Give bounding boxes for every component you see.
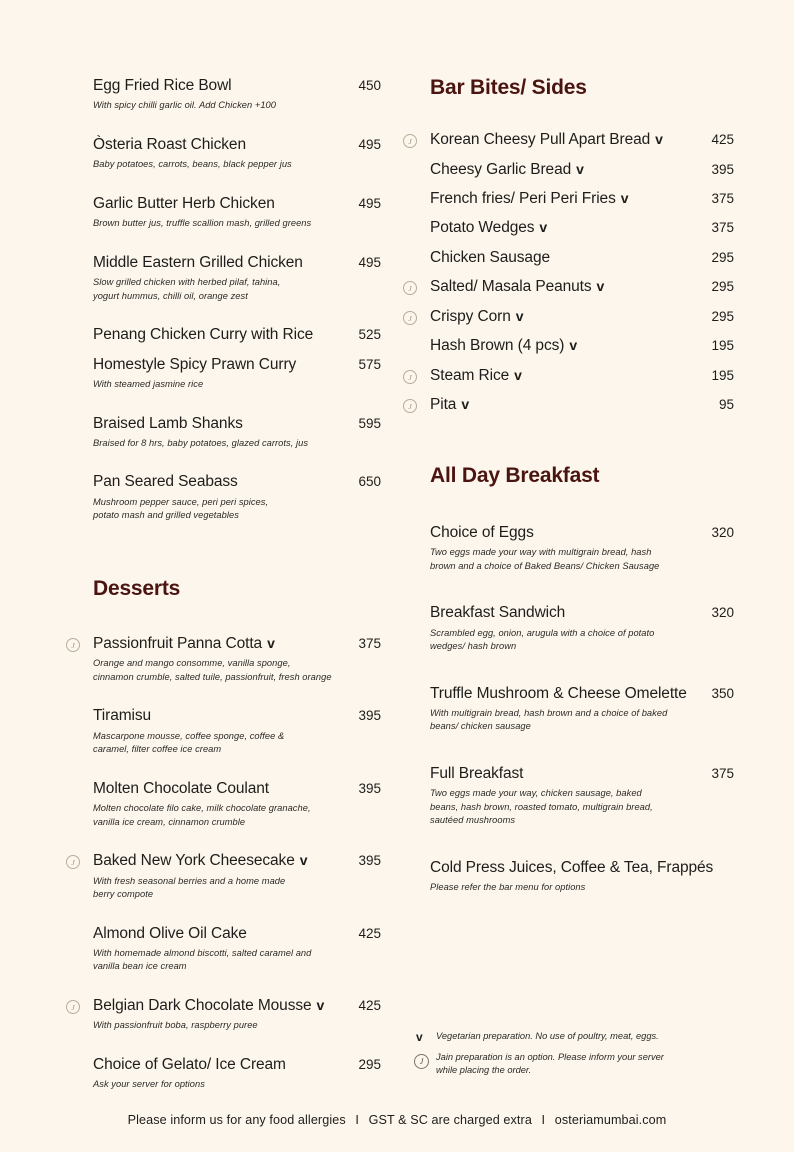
- menu-item-row: [93, 325, 381, 345]
- menu-item: [60, 634, 381, 684]
- menu-item: [60, 706, 381, 756]
- menu-item-name: Pan Seared Seabass: [93, 473, 238, 491]
- section-heading-bar-bites: Bar Bites/ Sides: [430, 76, 587, 99]
- menu-item-name: Choice of Gelato/ Ice Cream: [93, 1055, 286, 1073]
- menu-item-description: Two eggs made your way with multigrain bread, hash brown and a choice of Baked Beans/ Chicken Sausage: [430, 547, 660, 571]
- menu-item-row: [430, 277, 734, 297]
- menu-item: [60, 414, 381, 451]
- menu-item: [60, 924, 381, 974]
- menu-item-price: 295: [711, 249, 734, 265]
- menu-item-row: [430, 395, 734, 415]
- menu-item-price: 395: [358, 780, 381, 796]
- menu-item-row: [93, 634, 381, 654]
- menu-item-price: 350: [711, 685, 734, 701]
- menu-item-price: 295: [711, 308, 734, 324]
- menu-item: [60, 355, 381, 392]
- jain-option-icon: J: [66, 638, 80, 652]
- menu-item-row: [430, 189, 734, 209]
- menu-item-price: 375: [711, 220, 734, 236]
- menu-item-price: 495: [358, 195, 381, 211]
- menu-item-price: 320: [711, 524, 734, 540]
- footer: [0, 1113, 794, 1127]
- desserts-list: [60, 634, 381, 1092]
- menu-item-row: [93, 194, 381, 214]
- legend-vegetarian-icon: v: [416, 1030, 423, 1044]
- menu-item: [60, 325, 381, 345]
- menu-item-price: 495: [358, 254, 381, 270]
- menu-item-row: [93, 414, 381, 434]
- menu-item: [60, 135, 381, 172]
- menu-item-row: [93, 253, 381, 273]
- menu-item-price: 425: [358, 925, 381, 941]
- legend-row: [412, 1030, 712, 1044]
- legend-jain-circle: J: [414, 1054, 429, 1069]
- menu-item-description: Slow grilled chicken with herbed pilaf, tahina, yogurt hummus, chilli oil, orange zest: [93, 277, 281, 301]
- menu-item-row: [430, 336, 734, 356]
- menu-item-name: Baked New York Cheesecake v: [93, 852, 308, 870]
- menu-item: [60, 194, 381, 231]
- menu-columns: [0, 76, 794, 1114]
- jain-option-icon: J: [66, 1000, 80, 1014]
- menu-item-name: Òsteria Roast Chicken: [93, 135, 246, 153]
- menu-item-description: Two eggs made your way, chicken sausage, baked beans, hash brown, roasted tomato, multigrain bread, sautéed mushrooms: [430, 788, 653, 826]
- vegetarian-icon: v: [539, 219, 548, 236]
- jain-option-icon: J: [403, 281, 417, 295]
- menu-item-price: 650: [358, 474, 381, 490]
- menu-item-description: With spicy chilli garlic oil. Add Chicken +100: [93, 100, 276, 111]
- vegetarian-icon: v: [515, 307, 524, 324]
- menu-item: [397, 130, 734, 150]
- menu-item: [60, 1055, 381, 1092]
- menu-item-row: [93, 355, 381, 375]
- menu-item-row: [93, 851, 381, 871]
- menu-item-description: Scrambled egg, onion, arugula with a choice of potato wedges/ hash brown: [430, 627, 655, 652]
- menu-item-price: 575: [358, 356, 381, 372]
- menu-item: [397, 189, 734, 209]
- menu-item-name: Korean Cheesy Pull Apart Bread v: [430, 131, 663, 149]
- footer-separator-1: I: [355, 1113, 359, 1127]
- legend: [412, 1030, 712, 1085]
- menu-item: [60, 253, 381, 303]
- menu-item-description: With fresh seasonal berries and a home made berry compote: [93, 875, 286, 900]
- menu-item-name: Full Breakfast: [430, 764, 524, 782]
- menu-item-row: [430, 160, 734, 180]
- menu-item-name: Cheesy Garlic Bread v: [430, 160, 584, 178]
- menu-item-description: Please refer the bar menu for options: [430, 882, 586, 893]
- menu-item-description: With steamed jasmine rice: [93, 379, 204, 390]
- menu-item-name: Garlic Butter Herb Chicken: [93, 194, 275, 212]
- menu-item-row: [93, 779, 381, 799]
- menu-item-name: Chicken Sausage: [430, 248, 550, 266]
- jain-option-icon: J: [66, 855, 80, 869]
- menu-item-description: With passionfruit boba, raspberry puree: [93, 1020, 258, 1031]
- menu-item: [397, 336, 734, 356]
- menu-item-name: Tiramisu: [93, 707, 152, 725]
- menu-item: [60, 851, 381, 901]
- jain-option-icon: J: [403, 370, 417, 384]
- menu-item: [397, 307, 734, 327]
- menu-item: [60, 996, 381, 1033]
- menu-item: [397, 523, 734, 573]
- menu-item-name: Crispy Corn v: [430, 307, 524, 325]
- menu-item-name: Homestyle Spicy Prawn Curry: [93, 355, 297, 373]
- menu-item-row: [430, 248, 734, 268]
- jain-option-icon: J: [403, 134, 417, 148]
- section-heading-all-day-breakfast: All Day Breakfast: [430, 463, 600, 487]
- menu-item-name: Molten Chocolate Coulant: [93, 779, 269, 797]
- menu-item-price: 525: [358, 327, 381, 343]
- menu-item-price: 450: [358, 78, 381, 93]
- legend-row: [412, 1051, 712, 1078]
- breakfast-list: [397, 523, 734, 895]
- menu-item: [60, 76, 381, 113]
- right-column: [397, 76, 794, 1114]
- menu-item-price: 195: [711, 367, 734, 383]
- menu-item-row: [93, 76, 381, 96]
- menu-item-row: [430, 218, 734, 238]
- bar-bites-list: [397, 130, 734, 416]
- footer-allergies-text: Please inform us for any food allergies: [127, 1113, 346, 1127]
- menu-item-description: With multigrain bread, hash brown and a choice of baked beans/ chicken sausage: [430, 707, 668, 732]
- menu-item-name: Choice of Eggs: [430, 523, 534, 541]
- menu-item-row: [93, 1055, 381, 1075]
- menu-item-row: [93, 706, 381, 726]
- menu-item-row: [93, 924, 381, 944]
- vegetarian-icon: v: [596, 278, 605, 295]
- legend-text: Vegetarian preparation. No use of poultry, meat, eggs.: [436, 1031, 659, 1041]
- menu-item-name: French fries/ Peri Peri Fries v: [430, 190, 629, 207]
- menu-item: [60, 472, 381, 522]
- menu-item-price: 425: [358, 997, 381, 1013]
- menu-item: [60, 779, 381, 829]
- menu-item-price: 395: [358, 853, 381, 869]
- menu-item: [397, 603, 734, 653]
- menu-item-row: [430, 130, 734, 150]
- menu-item-price: 375: [711, 191, 734, 206]
- menu-item-price: 595: [358, 415, 381, 431]
- vegetarian-icon: v: [267, 634, 275, 651]
- menu-item-description: Mushroom pepper sauce, peri peri spices, potato mash and grilled vegetables: [93, 496, 269, 521]
- menu-item-price: 295: [358, 1056, 381, 1072]
- menu-item: [397, 366, 734, 386]
- menu-item: [397, 160, 734, 180]
- left-column: [0, 76, 397, 1114]
- menu-item-description: With homemade almond biscotti, salted caramel and vanilla bean ice cream: [93, 947, 312, 972]
- menu-item-name: Breakfast Sandwich: [430, 604, 566, 622]
- menu-item-price: 320: [711, 605, 734, 621]
- menu-item-row: [430, 603, 734, 623]
- menu-item-name: Truffle Mushroom & Cheese Omelette: [430, 684, 687, 702]
- menu-item-name: Egg Fried Rice Bowl: [93, 77, 232, 94]
- menu-item-name: Middle Eastern Grilled Chicken: [93, 253, 303, 271]
- menu-item-row: [93, 135, 381, 155]
- vegetarian-icon: v: [299, 852, 308, 869]
- menu-item-row: [430, 307, 734, 327]
- menu-item-row: [430, 858, 734, 878]
- menu-item-row: [430, 523, 734, 543]
- menu-item: [397, 764, 734, 828]
- menu-item-price: 375: [358, 635, 381, 651]
- menu-item: [397, 858, 734, 895]
- vegetarian-icon: v: [514, 366, 522, 383]
- menu-item-description: Mascarpone mousse, coffee sponge, coffee & caramel, filter coffee ice cream: [93, 730, 285, 755]
- menu-item-row: [430, 684, 734, 704]
- menu-item: [397, 218, 734, 238]
- mains-list: [60, 76, 381, 523]
- menu-item: [397, 395, 734, 415]
- vegetarian-icon: v: [461, 396, 470, 413]
- menu-item-description: Molten chocolate filo cake, milk chocolate granache, vanilla ice cream, cinnamon crumble: [93, 803, 311, 827]
- menu-item-row: [93, 472, 381, 492]
- menu-item-price: 395: [358, 708, 381, 724]
- vegetarian-icon: v: [569, 337, 578, 354]
- vegetarian-icon: v: [316, 996, 325, 1013]
- legend-text: Jain preparation is an option. Please inform your server while placing the order.: [436, 1052, 664, 1076]
- menu-item-name: Penang Chicken Curry with Rice: [93, 326, 314, 344]
- menu-item-description: Ask your server for options: [93, 1079, 205, 1090]
- menu-item-price: 95: [718, 397, 734, 413]
- footer-separator-2: I: [541, 1113, 546, 1127]
- menu-item-price: 295: [711, 279, 734, 295]
- menu-item-name: Steam Rice v: [430, 366, 522, 384]
- menu-item-name: Pita v: [430, 396, 470, 414]
- menu-item-description: Braised for 8 hrs, baby potatoes, glazed carrots, jus: [93, 437, 309, 448]
- menu-item-price: 425: [711, 132, 734, 148]
- menu-item: [397, 248, 734, 268]
- menu-item-name: Belgian Dark Chocolate Mousse v: [93, 996, 325, 1014]
- vegetarian-icon: v: [576, 160, 584, 177]
- jain-option-icon: J: [403, 311, 417, 325]
- vegetarian-icon: v: [620, 190, 629, 206]
- menu-item: [397, 684, 734, 734]
- menu-item-row: [93, 996, 381, 1016]
- menu-item-row: [430, 764, 734, 784]
- menu-item-name: Cold Press Juices, Coffee & Tea, Frappés: [430, 858, 714, 876]
- menu-item-description: Brown butter jus, truffle scallion mash, grilled greens: [93, 218, 312, 229]
- menu-item-price: 375: [711, 765, 734, 781]
- footer-tax-text: GST & SC are charged extra: [368, 1113, 532, 1127]
- section-heading-desserts: Desserts: [93, 576, 181, 600]
- menu-item-price: 495: [358, 136, 381, 152]
- footer-website: osteriamumbai.com: [554, 1113, 667, 1127]
- menu-item-description: Orange and mango consomme, vanilla sponge, cinnamon crumble, salted tuile, passionfruit, fresh orange: [93, 658, 332, 682]
- jain-option-icon: J: [403, 399, 417, 413]
- vegetarian-icon: v: [655, 131, 663, 148]
- menu-item-name: Passionfruit Panna Cotta v: [93, 634, 275, 652]
- menu-item-name: Potato Wedges v: [430, 219, 548, 237]
- menu-item-name: Almond Olive Oil Cake: [93, 924, 247, 942]
- menu-item-name: Salted/ Masala Peanuts v: [430, 278, 605, 296]
- menu-item-name: Braised Lamb Shanks: [93, 414, 243, 432]
- menu-item: [397, 277, 734, 297]
- menu-item-description: Baby potatoes, carrots, beans, black pepper jus: [93, 159, 292, 170]
- menu-item-price: 195: [711, 338, 734, 354]
- menu-item-price: 395: [711, 161, 734, 177]
- menu-item-name: Hash Brown (4 pcs) v: [430, 337, 578, 355]
- menu-item-row: [430, 366, 734, 386]
- legend-jain-icon: [412, 1051, 436, 1069]
